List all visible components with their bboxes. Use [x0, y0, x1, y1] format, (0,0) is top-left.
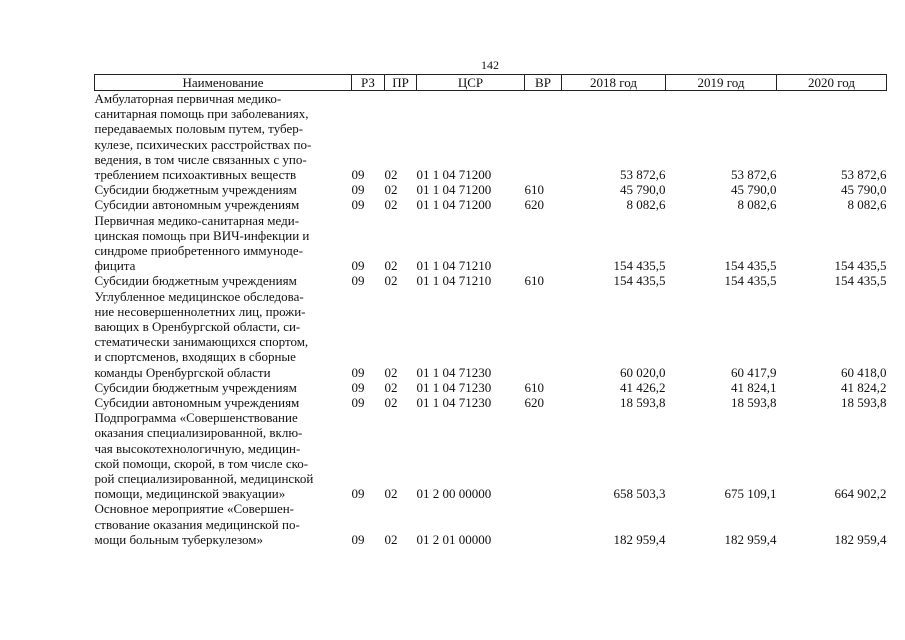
row-2019: 18 593,8	[731, 395, 777, 411]
row-name-line: команды Оренбургской области	[94, 364, 271, 380]
row-name	[95, 380, 352, 395]
row-name-line: Субсидии автономным учреждениям	[94, 395, 300, 411]
row-name-line: помощи, медицинской эвакуации»	[94, 486, 286, 502]
row-rz: 09	[351, 258, 365, 274]
row-2020: 45 790,0	[841, 182, 887, 198]
table-row	[95, 197, 887, 212]
row-pr: 02	[384, 182, 398, 198]
row-2018: 53 872,6	[620, 167, 666, 183]
row-2020: 60 418,0	[841, 364, 887, 380]
table-row	[95, 91, 887, 183]
header-2020: 2020 год	[777, 75, 887, 91]
row-name	[95, 213, 352, 274]
row-pr: 02	[384, 531, 398, 547]
row-2019: 154 435,5	[724, 258, 777, 274]
row-2018: 8 082,6	[626, 197, 666, 213]
row-vr: 610	[524, 182, 544, 198]
row-name-line: треблением психоактивных веществ	[94, 167, 297, 183]
row-rz: 09	[351, 273, 365, 289]
row-rz: 09	[351, 197, 365, 213]
row-2018: 658 503,3	[613, 486, 666, 502]
table-row	[95, 395, 887, 410]
row-pr: 02	[384, 364, 398, 380]
row-name-line: мощи больным туберкулезом»	[94, 531, 264, 547]
header-name: Наименование	[95, 75, 352, 91]
row-name-line: фицита	[94, 258, 136, 274]
row-name	[95, 273, 352, 288]
row-name-line: Субсидии бюджетным учреждениям	[94, 182, 297, 198]
row-2019: 60 417,9	[731, 364, 777, 380]
row-name-line: цинская помощь при ВИЧ-инфекции и	[94, 227, 310, 243]
row-name-line: ведения, в том числе связанных с упо-	[94, 151, 307, 167]
row-2018: 45 790,0	[620, 182, 666, 198]
row-name-line: Основное мероприятие «Совершен-	[94, 501, 295, 517]
row-csr: 01 1 04 71230	[416, 364, 492, 380]
row-2019: 45 790,0	[731, 182, 777, 198]
row-csr: 01 1 04 71230	[416, 379, 492, 395]
row-2020: 8 082,6	[847, 197, 887, 213]
row-name-line: ской помощи, скорой, в том числе ско-	[94, 455, 309, 471]
row-pr: 02	[384, 197, 398, 213]
row-vr	[525, 213, 562, 274]
row-2020: 154 435,5	[834, 273, 887, 289]
row-rz: 09	[351, 486, 365, 502]
row-name-line: кулезе, психических расстройствах по-	[94, 136, 312, 152]
row-rz: 09	[351, 167, 365, 183]
row-2020: 182 959,4	[834, 531, 887, 547]
row-name-line: рой специализированной, медицинской	[94, 471, 314, 487]
row-rz: 09	[351, 182, 365, 198]
row-pr: 02	[384, 486, 398, 502]
row-2020: 18 593,8	[841, 395, 887, 411]
row-vr	[525, 289, 562, 380]
row-name	[95, 501, 352, 547]
row-vr	[525, 410, 562, 501]
row-name	[95, 197, 352, 212]
header-rz: РЗ	[352, 75, 385, 91]
row-csr: 01 1 04 71210	[416, 273, 492, 289]
row-name-line: Амбулаторная первичная медико-	[94, 91, 282, 106]
row-2020: 53 872,6	[841, 167, 887, 183]
header-pr: ПР	[385, 75, 417, 91]
row-2020: 154 435,5	[834, 258, 887, 274]
header-csr: ЦСР	[417, 75, 525, 91]
row-name-line: оказания специализированной, вклю-	[94, 425, 303, 441]
row-2018: 18 593,8	[620, 395, 666, 411]
row-rz: 09	[351, 531, 365, 547]
row-name-line: синдроме приобретенного иммуноде-	[94, 243, 303, 259]
row-csr: 01 1 04 71230	[416, 395, 492, 411]
row-2019: 41 824,1	[731, 379, 777, 395]
page-number: 142	[481, 58, 499, 72]
table-body	[95, 91, 887, 548]
row-2019: 182 959,4	[724, 531, 777, 547]
row-2018: 182 959,4	[613, 531, 666, 547]
row-name-line: ние несовершеннолетних лиц, прожи-	[94, 303, 306, 319]
row-name	[95, 395, 352, 410]
row-csr: 01 2 00 00000	[416, 486, 492, 502]
table-row	[95, 213, 887, 274]
row-pr: 02	[384, 395, 398, 411]
row-name-line: и спортсменов, входящих в сборные	[94, 349, 296, 365]
row-pr: 02	[384, 258, 398, 274]
table-row	[95, 410, 887, 501]
row-vr: 620	[524, 197, 544, 213]
row-name	[95, 91, 352, 183]
table-row	[95, 289, 887, 380]
row-2019: 53 872,6	[731, 167, 777, 183]
row-pr: 02	[384, 273, 398, 289]
row-name-line: передаваемых половым путем, тубер-	[94, 121, 304, 137]
row-2018: 41 426,2	[620, 379, 666, 395]
row-name-line: Субсидии бюджетным учреждениям	[94, 379, 297, 395]
row-vr	[525, 91, 562, 183]
row-2019: 8 082,6	[737, 197, 777, 213]
row-name-line: санитарная помощь при заболеваниях,	[94, 106, 309, 122]
budget-table	[94, 74, 887, 547]
header-2019: 2019 год	[666, 75, 777, 91]
table-row	[95, 501, 887, 547]
row-2018: 154 435,5	[613, 258, 666, 274]
table-row	[95, 182, 887, 197]
row-name-line: Субсидии бюджетным учреждениям	[94, 273, 297, 289]
row-rz: 09	[351, 379, 365, 395]
row-pr: 02	[384, 379, 398, 395]
row-name-line: чая высокотехнологичную, медицин-	[94, 440, 301, 456]
row-2020: 664 902,2	[834, 486, 887, 502]
row-rz: 09	[351, 364, 365, 380]
row-pr: 02	[384, 167, 398, 183]
table-header	[95, 75, 887, 91]
row-name-line: ствование оказания медицинской по-	[94, 516, 300, 532]
row-2019: 675 109,1	[724, 486, 777, 502]
row-name	[95, 289, 352, 380]
row-vr	[525, 501, 562, 547]
row-2018: 154 435,5	[613, 273, 666, 289]
row-2020: 41 824,2	[841, 379, 887, 395]
row-csr: 01 2 01 00000	[416, 531, 492, 547]
row-2019: 154 435,5	[724, 273, 777, 289]
header-vr: ВР	[525, 75, 562, 91]
row-csr: 01 1 04 71210	[416, 258, 492, 274]
row-name-line: Первичная медико-санитарная меди-	[94, 212, 300, 228]
table-row	[95, 380, 887, 395]
row-csr: 01 1 04 71200	[416, 197, 492, 213]
row-name-line: Углубленное медицинское обследова-	[94, 288, 304, 304]
row-name-line: стематически занимающихся спортом,	[94, 334, 309, 350]
table-row	[95, 273, 887, 288]
row-csr: 01 1 04 71200	[416, 167, 492, 183]
header-2018: 2018 год	[562, 75, 666, 91]
row-vr: 620	[524, 395, 544, 411]
row-vr: 610	[524, 273, 544, 289]
row-name-line: Подпрограмма «Совершенствование	[94, 410, 298, 426]
row-name-line: вающих в Оренбургской области, си-	[94, 319, 301, 335]
row-name-line: Субсидии автономным учреждениям	[94, 197, 300, 213]
row-2018: 60 020,0	[620, 364, 666, 380]
row-name	[95, 182, 352, 197]
row-vr: 610	[524, 379, 544, 395]
row-name	[95, 410, 352, 501]
row-csr: 01 1 04 71200	[416, 182, 492, 198]
row-rz: 09	[351, 395, 365, 411]
